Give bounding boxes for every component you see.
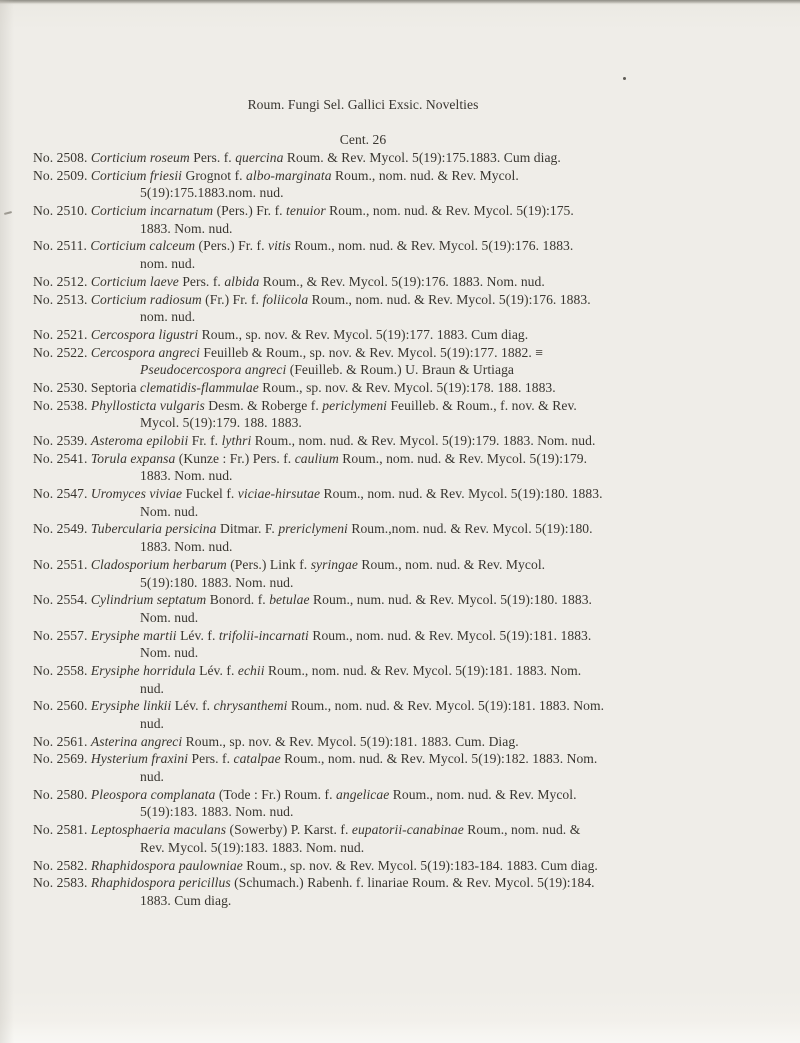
taxon-name-segment: chrysanthemi [213,698,288,714]
text-segment: No. 2569. [33,751,91,767]
text-segment: Roum., sp. nov. & Rev. Mycol. 5(19):183-184. 1883. Cum diag. [242,857,598,873]
catalog-entry [33,485,768,503]
entry-continuation-line [140,839,768,857]
taxon-name-segment: prericlymeni [278,521,348,537]
taxon-name-segment: trifolii-incarnati [218,627,309,643]
text-segment: No. 2554. [33,592,91,608]
taxon-name-segment: catalpae [233,751,281,767]
taxon-name-segment: clematidis-flammulae [140,379,259,395]
catalog-entry [33,556,768,574]
taxon-name-segment: periclymeni [322,397,387,413]
taxon-name-segment: vitis [267,238,291,254]
taxon-name-segment: tenuior [286,203,326,219]
text-segment: No. 2557. [33,627,91,643]
text-segment: Lév. f. [171,698,214,714]
text-segment: Mycol. 5(19):179. 188. 1883. [140,415,302,431]
entry-continuation-line [140,574,768,592]
catalog-entry [33,237,768,255]
exsiccata-entry-list [33,149,768,910]
taxon-name-segment: Leptosphaeria maculans [90,822,227,838]
text-segment: Fuckel f. [182,486,238,502]
catalog-entry [33,450,768,468]
text-segment: Roum., nom. nud. & Rev. Mycol. [389,786,577,802]
text-segment: Bonord. f. [206,592,270,608]
text-segment: Roum., & Rev. Mycol. 5(19):176. 1883. Nom. nud. [259,273,545,289]
text-segment: 5(19):183. 1883. Nom. nud. [140,804,294,820]
text-segment: Grognot f. [182,167,247,183]
taxon-name-segment: Asterina angreci [90,733,183,749]
text-segment: Lév. f. [176,627,219,643]
text-segment: Roum., nom. nud. & [463,822,581,838]
text-segment: (Fr.) Fr. f. [201,291,263,307]
text-segment: nom. nud. [140,256,196,272]
text-segment: Nom. nud. [140,609,199,625]
text-segment: Pers. f. [189,150,236,166]
text-segment: 5(19):180. 1883. Nom. nud. [140,574,294,590]
entry-continuation-line [140,609,768,627]
taxon-name-segment: Corticium friesii [90,167,183,183]
taxon-name-segment: angelicae [336,786,390,802]
taxon-name-segment: Tubercularia persicina [90,521,217,537]
text-segment: (Schumach.) Rabenh. f. linariae Roum. & Rev. Mycol. 5(19):184. [230,875,595,891]
taxon-name-segment: Corticium calceum [90,238,196,254]
catalog-entry [33,149,768,167]
text-segment: Roum., nom. nud. & Rev. Mycol. [357,556,546,572]
catalog-entry [33,397,768,415]
text-segment: nud. [140,769,164,785]
catalog-entry [33,627,768,645]
taxon-name-segment: Cercospora angreci [90,344,200,360]
catalog-entry [33,662,768,680]
taxon-name-segment: Cylindrium septatum [90,592,207,608]
text-segment: Roum., nom. nud. & Rev. Mycol. 5(19):180. 1883. [320,486,603,502]
taxon-name-segment: albo-marginata [246,167,332,183]
text-segment: Roum., nom. nud. & Rev. Mycol. 5(19):179. 1883. Nom. nud. [251,433,596,449]
taxon-name-segment: betulae [269,592,310,608]
entry-continuation-line [140,680,768,698]
text-segment: Roum., sp. nov. & Rev. Mycol. 5(19):178. 188. 1883. [258,379,556,395]
text-segment: (Sowerby) P. Karst. f. [226,822,352,838]
entry-continuation-line [140,184,768,202]
taxon-name-segment: Erysiphe horridula [90,662,196,678]
taxon-name-segment: foliicola [262,291,309,307]
catalog-entry [33,167,768,185]
catalog-entry [33,273,768,291]
text-segment: Roum., nom. nud. & Rev. Mycol. 5(19):179. [338,450,588,466]
text-segment: No. 2581. [33,822,91,838]
text-segment: Roum., nom. nud. & Rev. Mycol. 5(19):181. 1883. Nom. [264,662,582,678]
text-segment: No. 2508. [33,150,91,166]
text-segment: Lév. f. [195,662,238,678]
entry-continuation-line [140,220,768,238]
entry-continuation-line [140,255,768,273]
text-segment: 1883. Cum diag. [140,892,232,908]
entry-continuation-line [140,768,768,786]
catalog-entry [33,697,768,715]
taxon-name-segment: Asteroma epilobii [90,433,189,449]
text-segment: Rev. Mycol. 5(19):183. 1883. Nom. nud. [140,839,365,855]
text-segment: No. 2560. [33,698,91,714]
text-segment: nom. nud. [140,309,196,325]
text-segment: 1883. Nom. nud. [140,539,233,555]
text-segment: Roum., nom. nud. & Rev. Mycol. 5(19):181. 1883. [308,627,592,643]
text-segment: nud. [140,680,164,696]
entry-continuation-line [140,308,768,326]
text-segment: nud. [140,716,164,732]
taxon-name-segment: Uromyces viviae [90,486,183,502]
text-segment: (Tode : Fr.) Roum. f. [215,786,337,802]
taxon-name-segment: Torula expansa [90,450,176,466]
taxon-name-segment: caulium [294,450,339,466]
taxon-name-segment: Hysterium fraxini [90,751,189,767]
taxon-name-segment: Corticium laeve [90,273,179,289]
text-segment: 1883. Nom. nud. [140,220,233,236]
catalog-entry [33,857,768,875]
text-segment: Roum., num. nud. & Rev. Mycol. 5(19):180. 1883. [309,592,593,608]
text-segment: No. 2541. [33,450,91,466]
catalog-entry [33,432,768,450]
text-segment: Ditmar. F. [216,521,279,537]
text-segment: No. 2580. [33,786,91,802]
text-segment: Desm. & Roberge f. [204,397,323,413]
text-segment: Feuilleb. & Roum., f. nov. & Rev. [387,397,577,413]
catalog-entry [33,202,768,220]
taxon-name-segment: albida [224,273,260,289]
text-segment: Roum., nom. nud. & Rev. Mycol. 5(19):176. 1883. [308,291,591,307]
taxon-name-segment: Cladosporium herbarum [90,556,227,572]
catalog-entry [33,821,768,839]
taxon-name-segment: Rhaphidospora paulowniae [90,857,243,873]
taxon-name-segment: eupatorii-canabinae [351,822,464,838]
catalog-entry [33,786,768,804]
text-segment: No. 2551. [33,556,91,572]
text-segment: No. 2522. [33,344,91,360]
blank-line [33,114,768,132]
text-segment: Roum., nom. nud. & Rev. Mycol. [331,167,519,183]
text-segment: Roum., nom. nud. & Rev. Mycol. 5(19):182. 1883. Nom. [280,751,598,767]
text-segment: No. 2538. [33,397,91,413]
taxon-name-segment: Erysiphe martii [90,627,177,643]
catalog-entry [33,750,768,768]
taxon-name-segment: Rhaphidospora pericillus [90,875,231,891]
text-segment: No. 2583. [33,875,91,891]
entry-continuation-line [140,715,768,733]
catalog-entry [33,326,768,344]
catalog-entry [33,733,768,751]
text-segment: Roum., sp. nov. & Rev. Mycol. 5(19):177. 1883. Cum diag. [198,326,529,342]
text-segment: Feuilleb & Roum., sp. nov. & Rev. Mycol. 5(19):177. 1882. ≡ [199,344,543,360]
taxon-name-segment: Phyllosticta vulgaris [90,397,205,413]
taxon-name-segment: Erysiphe linkii [90,698,172,714]
text-segment: Roum.,nom. nud. & Rev. Mycol. 5(19):180. [347,521,593,537]
entry-continuation-line [140,892,768,910]
taxon-name-segment: Corticium roseum [90,150,190,166]
taxon-name-segment: quercina [235,150,284,166]
text-segment: Nom. nud. [140,645,199,661]
text-segment: Nom. nud. [140,503,199,519]
text-segment: No. 2549. [33,521,91,537]
scan-speck-dot [623,77,626,80]
taxon-name-segment: Pseudocercospora angreci [140,362,287,378]
text-segment: Roum., nom. nud. & Rev. Mycol. 5(19):176. 1883. [290,238,574,254]
text-segment: No. 2510. [33,203,91,219]
entry-continuation-line [140,803,768,821]
text-segment: (Pers.) Link f. [226,556,311,572]
century-heading: Cent. 26 [339,132,387,148]
text-segment: 1883. Nom. nud. [140,468,233,484]
taxon-name-segment: Corticium incarnatum [90,203,214,219]
catalog-entry [33,520,768,538]
entry-continuation-line [140,467,768,485]
text-segment: No. 2521. [33,326,91,342]
catalog-entry [33,291,768,309]
text-segment: Fr. f. [188,433,222,449]
text-segment: (Pers.) Fr. f. [195,238,268,254]
catalog-entry [33,379,768,397]
text-segment: No. 2547. [33,486,91,502]
text-segment: Pers. f. [178,273,225,289]
entry-continuation-line [140,361,768,379]
taxon-name-segment: Pleospora complanata [90,786,216,802]
text-segment: No. 2561. [33,733,91,749]
text-segment: Roum., nom. nud. & Rev. Mycol. 5(19):175. [325,203,574,219]
taxon-name-segment: Cercospora ligustri [90,326,199,342]
text-segment: No. 2511. [33,238,91,254]
entry-continuation-line [140,538,768,556]
text-segment: (Pers.) Fr. f. [213,203,287,219]
text-segment: (Feuilleb. & Roum.) U. Braun & Urtiaga [286,362,515,378]
catalog-entry [33,874,768,892]
entry-continuation-line [140,414,768,432]
page-content [33,96,768,910]
text-segment: No. 2530. Septoria [33,379,141,395]
text-segment: No. 2509. [33,167,91,183]
taxon-name-segment: viciae-hirsutae [237,486,321,502]
text-segment: 5(19):175.1883.nom. nud. [140,185,284,201]
catalog-entry [33,591,768,609]
document-title: Roum. Fungi Sel. Gallici Exsic. Novelties [247,97,479,112]
text-segment: Pers. f. [188,751,234,767]
entry-continuation-line [140,644,768,662]
text-segment: No. 2582. [33,857,91,873]
text-segment: (Kunze : Fr.) Pers. f. [175,450,295,466]
taxon-name-segment: lythri [221,433,252,449]
text-segment: Roum., sp. nov. & Rev. Mycol. 5(19):181. 1883. Cum. Diag. [182,733,519,749]
taxon-name-segment: Corticium radiosum [90,291,202,307]
text-segment: No. 2558. [33,662,91,678]
catalog-entry [33,344,768,362]
taxon-name-segment: syringae [310,556,358,572]
taxon-name-segment: echii [237,662,265,678]
text-segment: No. 2539. [33,433,91,449]
text-segment: Roum., nom. nud. & Rev. Mycol. 5(19):181. 1883. Nom. [287,698,605,714]
text-segment: No. 2513. [33,291,91,307]
margin-dash-mark [4,211,12,215]
text-segment: No. 2512. [33,273,91,289]
entry-continuation-line [140,503,768,521]
text-segment: Roum. & Rev. Mycol. 5(19):175.1883. Cum diag. [283,150,561,166]
